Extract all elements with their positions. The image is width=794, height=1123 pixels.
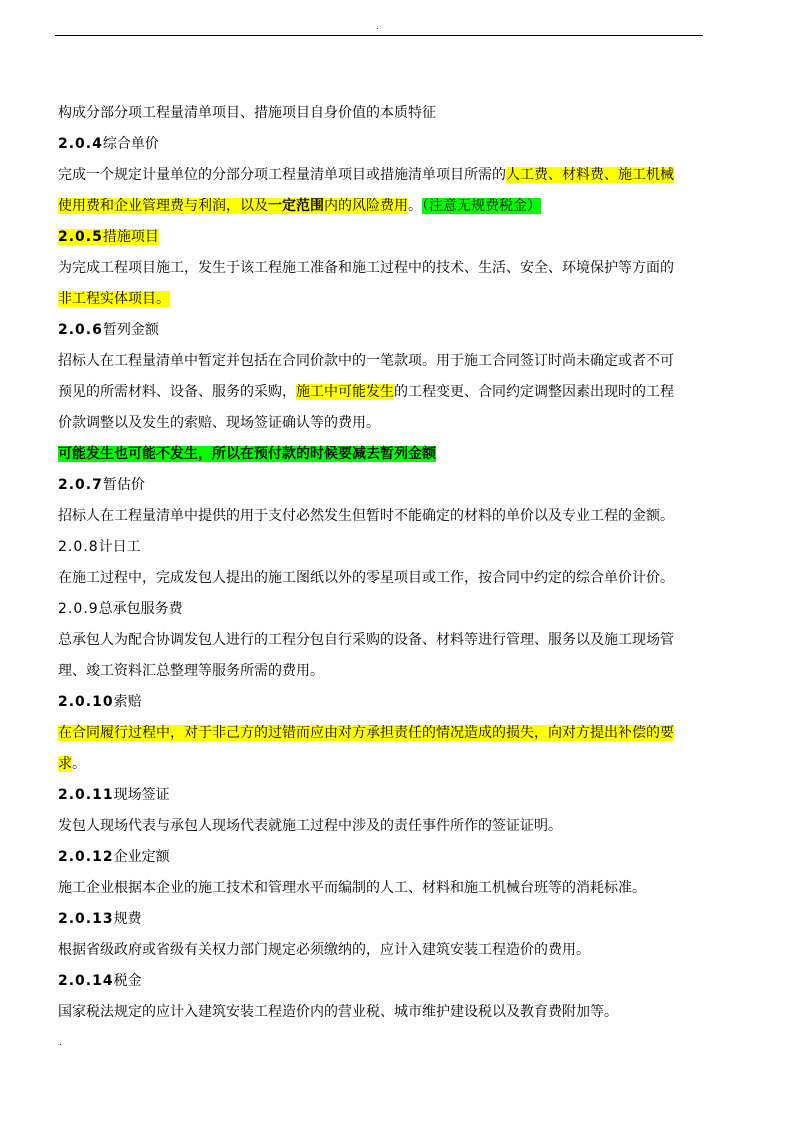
text-run: 。 xyxy=(72,756,86,772)
highlight-green: （注意无规费税金） xyxy=(422,198,541,214)
section-2-0-6-note xyxy=(58,439,706,470)
section-2-0-6-line-1: 招标人在工程量清单中暂定并包括在合同价款中的一笔款项。用于施工合同签订时尚未确定或者不可 xyxy=(58,353,674,369)
section-2-0-6-heading xyxy=(58,315,706,346)
section-2-0-11-heading xyxy=(58,780,706,811)
section-2-0-6-line-2 xyxy=(58,377,706,408)
section-2-0-5-heading xyxy=(58,222,706,253)
section-2-0-11-line-1: 发包人现场代表与承包人现场代表就施工过程中涉及的责任事件所作的签证证明。 xyxy=(58,818,562,834)
section-2-0-8-line-1: 在施工过程中，完成发包人提出的施工图纸以外的零星项目或工作，按合同中约定的综合单价计价。 xyxy=(58,570,674,586)
section-2-0-14-line-1: 国家税法规定的应计入建筑安装工程造价内的营业税、城市维护建设税以及教育费附加等。 xyxy=(58,1004,618,1020)
highlight-yellow: 使用费和企业管理费与利润，以及 xyxy=(58,198,268,214)
section-2-0-8-heading xyxy=(58,532,706,563)
section-title: 现场签证 xyxy=(113,787,170,803)
highlight-yellow: 在合同履行过程中，对于非己方的过错而应由对方承担责任的情况造成的损失，向对方提出补偿的要 xyxy=(58,725,674,741)
section-title: 暂列金额 xyxy=(102,322,159,338)
section-2-0-12-heading xyxy=(58,842,706,873)
highlight-yellow: 人工费、材料费、施工机械 xyxy=(506,167,674,183)
highlight-yellow-bold: 一定范围 xyxy=(268,198,324,214)
section-number: 2.0.11 xyxy=(58,787,114,803)
section-2-0-10-line-1 xyxy=(58,718,706,749)
highlight-green-bold: 可能发生也可能不发生，所以在预付款的时候要减去暂列金额 xyxy=(58,446,436,462)
highlight-yellow: 非工程实体项目。 xyxy=(58,291,170,307)
text-run: 完成一个规定计量单位的分部分项工程量清单项目或措施清单项目所需的 xyxy=(58,167,506,183)
section-number: 2.0.12 xyxy=(58,849,114,865)
section-number: 2.0.9 xyxy=(58,601,99,617)
section-number: 2.0.8 xyxy=(58,539,99,555)
section-2-0-10-heading xyxy=(58,687,706,718)
section-2-0-12-line-1: 施工企业根据本企业的施工技术和管理水平而编制的人工、材料和施工机械台班等的消耗标准。 xyxy=(58,880,646,896)
intro-line: 构成分部分项工程量清单项目、措施项目自身价值的本质特征 xyxy=(58,105,436,121)
section-number: 2.0.13 xyxy=(58,911,114,927)
section-number: 2.0.10 xyxy=(58,694,114,710)
section-2-0-13-line-1: 根据省级政府或省级有关权力部门规定必须缴纳的，应计入建筑安装工程造价的费用。 xyxy=(58,942,590,958)
section-title: 规费 xyxy=(113,911,142,927)
highlight-yellow: 内的风险费用 xyxy=(324,198,408,214)
text-run: 预见的所需材料、设备、服务的采购， xyxy=(58,384,296,400)
section-number: 2.0.14 xyxy=(58,973,114,989)
section-2-0-4-line-2 xyxy=(58,191,706,222)
section-title: 综合单价 xyxy=(102,136,159,152)
section-2-0-9-heading xyxy=(58,594,706,625)
section-2-0-4-line-1 xyxy=(58,160,706,191)
section-title: 企业定额 xyxy=(113,849,170,865)
section-number: 2.0.7 xyxy=(58,477,103,493)
highlight-yellow: 施工中可能发生 xyxy=(296,384,394,400)
section-2-0-5-line-2 xyxy=(58,284,706,315)
section-2-0-9-line-1: 总承包人为配合协调发包人进行的工程分包自行采购的设备、材料等进行管理、服务以及施工现场管 xyxy=(58,632,674,648)
text-run: 的工程变更、合同约定调整因素出现时的工程 xyxy=(394,384,674,400)
section-2-0-13-heading xyxy=(58,904,706,935)
section-number: 2.0.5 xyxy=(58,229,103,245)
section-2-0-5-line-1: 为完成工程项目施工，发生于该工程施工准备和施工过程中的技术、生活、安全、环境保护等方面的 xyxy=(58,260,674,276)
section-2-0-6-line-3: 价款调整以及发生的索赔、现场签证确认等的费用。 xyxy=(58,415,380,431)
section-title: 暂估价 xyxy=(102,477,145,493)
section-2-0-4-heading xyxy=(58,129,706,160)
section-2-0-7-line-1: 招标人在工程量清单中提供的用于支付必然发生但暂时不能确定的材料的单价以及专业工程的金额。 xyxy=(58,508,674,524)
section-2-0-14-heading xyxy=(58,966,706,997)
section-title: 总承包服务费 xyxy=(98,601,183,617)
header-mark: . xyxy=(376,22,379,32)
document-body xyxy=(58,98,706,1028)
highlight-yellow: 求 xyxy=(58,756,72,772)
section-title: 税金 xyxy=(113,973,142,989)
section-title: 索赔 xyxy=(113,694,142,710)
section-2-0-7-heading xyxy=(58,470,706,501)
section-2-0-9-line-2: 理、竣工资料汇总整理等服务所需的费用。 xyxy=(58,663,324,679)
footer-mark: . xyxy=(59,1038,62,1048)
section-number: 2.0.4 xyxy=(58,136,103,152)
section-2-0-10-line-2 xyxy=(58,749,706,780)
section-title: 计日工 xyxy=(98,539,141,555)
section-number: 2.0.6 xyxy=(58,322,103,338)
header-rule xyxy=(55,35,703,36)
text-run: 。 xyxy=(408,198,422,214)
section-title: 措施项目 xyxy=(102,229,159,245)
